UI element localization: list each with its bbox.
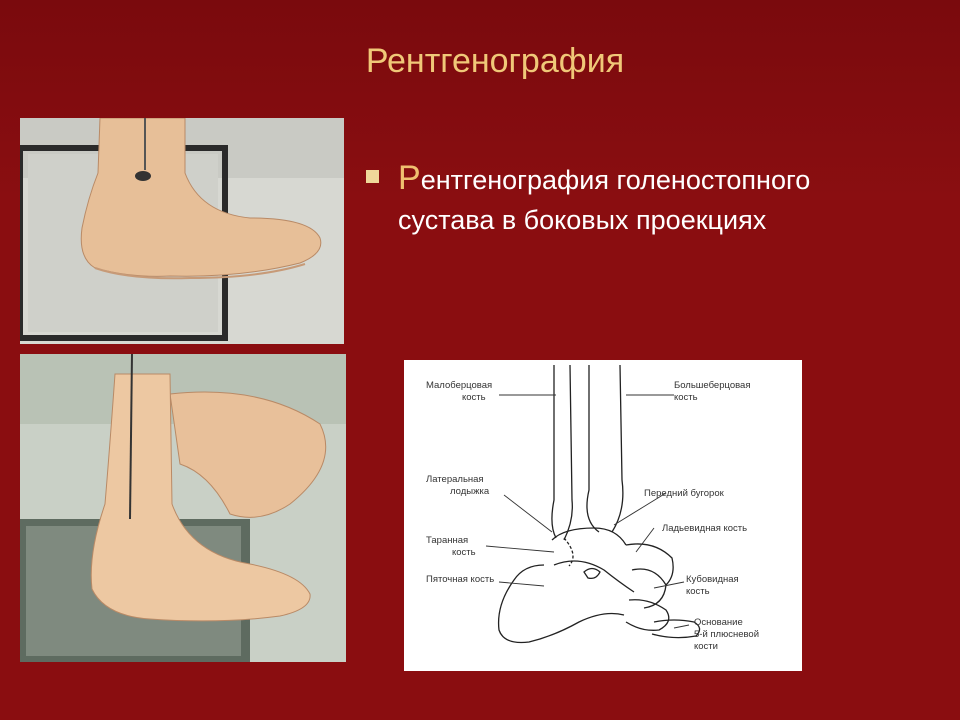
- label-lateral-malleolus-2: лодыжка: [450, 486, 490, 497]
- label-tibia-2: кость: [674, 392, 698, 403]
- photo-foot-bottom-illustration: [20, 354, 346, 662]
- label-metatarsal-2: 5-й плюсневой: [694, 629, 760, 640]
- label-talus-2: кость: [452, 547, 476, 558]
- label-lateral-malleolus-1: Латеральная: [426, 474, 484, 485]
- label-cuboid-2: кость: [686, 586, 710, 597]
- label-cuboid-1: Кубовидная: [686, 574, 739, 585]
- bullet-line2: сустава в боковых проекциях: [398, 205, 767, 235]
- bullet-initial-letter: Р: [398, 159, 421, 197]
- ankle-bone-drawing: [404, 360, 802, 671]
- label-fibula-1: Малоберцовая: [426, 380, 493, 391]
- label-calcaneus: Пяточная кость: [426, 574, 495, 585]
- label-metatarsal-3: кости: [694, 641, 718, 652]
- label-metatarsal-1: Основание: [694, 617, 743, 628]
- label-talus-1: Таранная: [426, 535, 469, 546]
- label-navicular: Ладьевидная кость: [662, 523, 748, 534]
- bullet-text: [398, 158, 918, 240]
- photo-foot-lateral-top: [20, 118, 344, 344]
- photo-foot-lateral-bottom: [20, 354, 346, 662]
- label-anterior-tubercle: Передний бугорок: [644, 488, 724, 499]
- bullet-line1: ентгенография голеностопного: [420, 165, 811, 195]
- photo-foot-top-illustration: [20, 118, 344, 344]
- label-tibia-1: Большеберцовая: [674, 380, 751, 391]
- ankle-bone-diagram: [404, 360, 802, 671]
- square-bullet-icon: [366, 170, 379, 183]
- slide-title: Рентгенография: [365, 42, 625, 80]
- label-fibula-2: кость: [462, 392, 486, 403]
